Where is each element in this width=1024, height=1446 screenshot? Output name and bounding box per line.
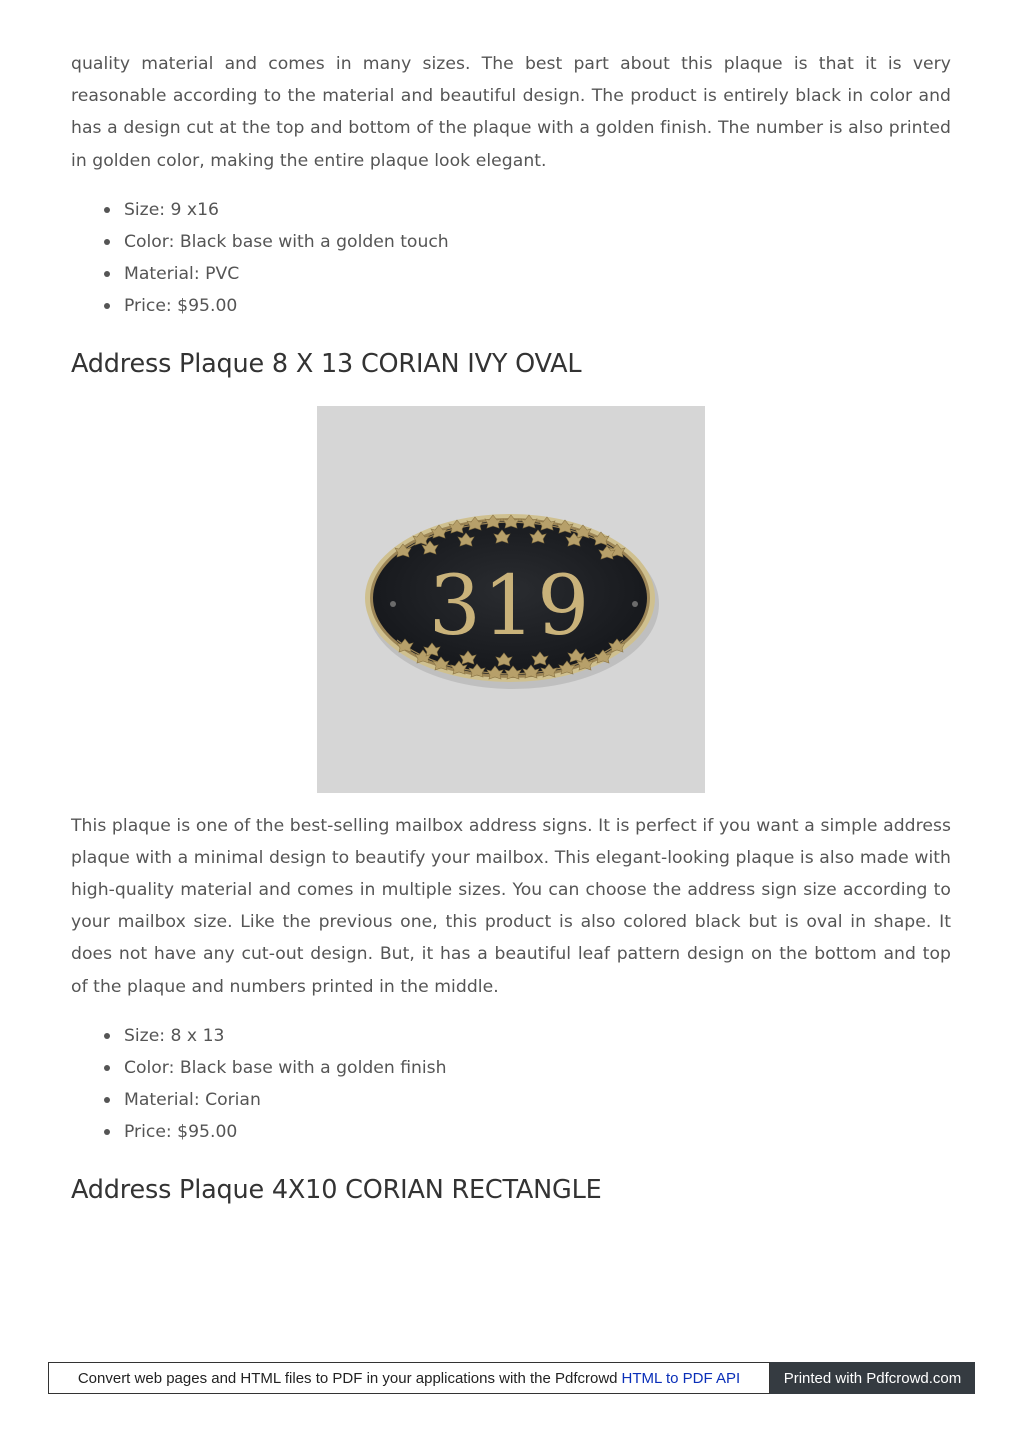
spec-item: Size: 9 x16 (71, 194, 951, 226)
spec-item: Price: $95.00 (71, 290, 951, 322)
product-image-ivy-oval (317, 406, 705, 793)
screw-hole-left (390, 601, 396, 607)
spec-item: Material: PVC (71, 258, 951, 290)
pdfcrowd-footer (48, 1362, 975, 1394)
spec-list-pvc (71, 194, 951, 323)
heading-ivy-oval: Address Plaque 8 X 13 CORIAN IVY OVAL (71, 348, 582, 379)
footer-promo (48, 1362, 770, 1394)
screw-hole-right (632, 601, 638, 607)
spec-item: Price: $95.00 (71, 1116, 951, 1148)
intro-paragraph: quality material and comes in many sizes. The best part about this plaque is that it is very reasonable according to the material and beautiful design. The product is entirely black in color and has a design cut at the top and bottom of the plaque with a golden finish. The number is also printed in golden color, making the entire plaque look elegant. (71, 54, 951, 171)
ivy-oval-paragraph: This plaque is one of the best-selling mailbox address signs. It is perfect if you want a simple address plaque with a minimal design to beautify your mailbox. This elegant-looking plaque is also made with high-quality material and comes in multiple sizes. You can choose the address sign size according to your mailbox size. Like the previous one, this product is also colored black but is oval in shape. It does not have any cut-out design. But, it has a beautiful leaf pattern design on the bottom and top of the plaque and numbers printed in the middle. (71, 815, 951, 997)
spec-item: Color: Black base with a golden touch (71, 226, 951, 258)
footer-text: Convert web pages and HTML files to PDF in your applications with the Pdfcrowd (77, 1369, 618, 1387)
plaque-illustration (317, 406, 705, 793)
html-to-pdf-link[interactable]: HTML to PDF API (621, 1369, 741, 1387)
spec-item: Color: Black base with a golden finish (71, 1052, 951, 1084)
spec-item: Material: Corian (71, 1084, 951, 1116)
spec-list-corian (71, 1020, 951, 1149)
plaque-number: 319 (428, 558, 592, 654)
footer-printed-with[interactable] (770, 1362, 975, 1394)
footer-printed-label: Printed with Pdfcrowd.com (783, 1369, 962, 1387)
spec-item: Size: 8 x 13 (71, 1020, 951, 1052)
heading-rectangle: Address Plaque 4X10 CORIAN RECTANGLE (71, 1174, 602, 1205)
article-content (71, 48, 951, 1208)
